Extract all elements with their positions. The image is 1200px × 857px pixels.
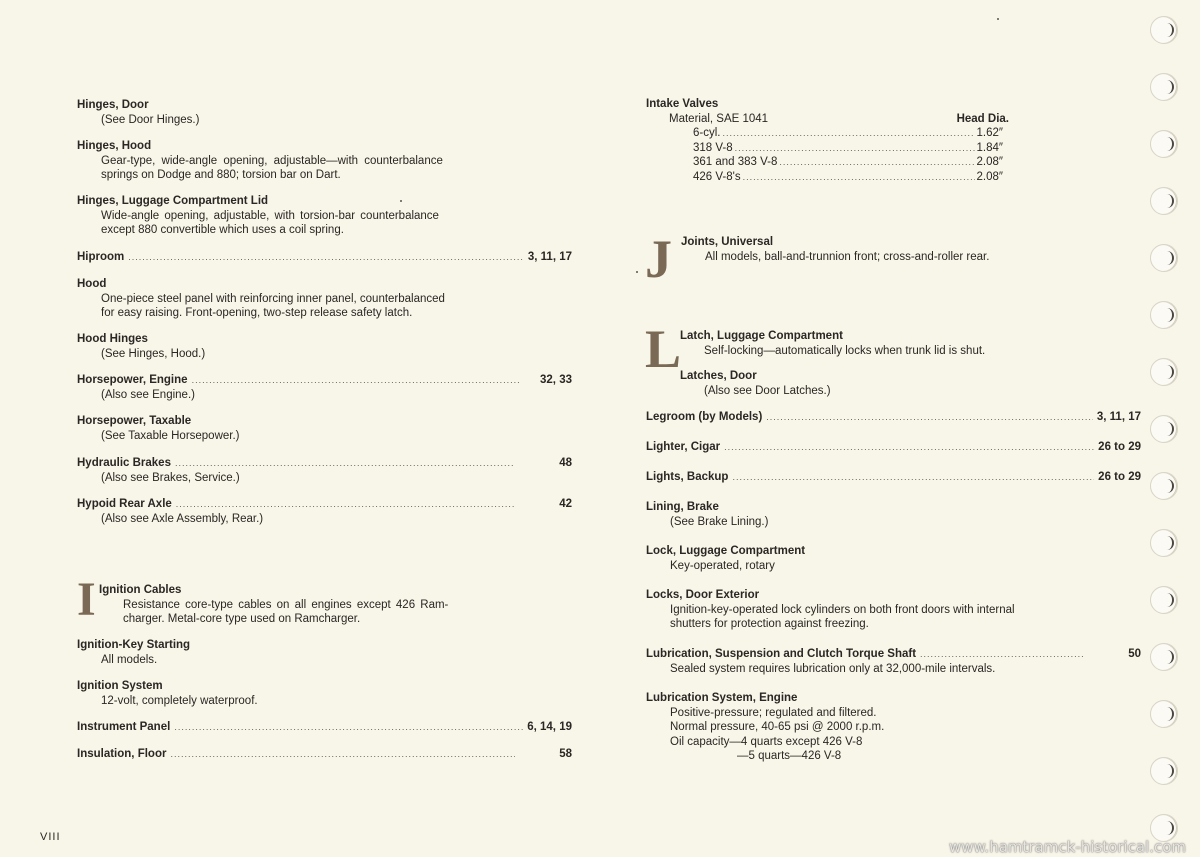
entry-desc: Key-operated, rotary — [670, 559, 775, 572]
entry-title: Hinges, Door — [77, 99, 149, 111]
leader-dots — [766, 410, 1093, 425]
valve-row — [646, 155, 1003, 170]
entry-desc: (Also see Door Latches.) — [704, 384, 831, 397]
entry-hinges-hood — [77, 139, 517, 183]
leader-dots — [174, 720, 523, 735]
binder-hole — [1150, 586, 1178, 614]
entry-latches-door — [680, 369, 1100, 398]
entry-desc: charger. Metal-core type used on Ramcharger. — [123, 613, 361, 625]
page-ref: 3, 11, 17 — [527, 251, 572, 263]
valve-value: 2.08″ — [976, 156, 1003, 168]
entry-title: Lining, Brake — [646, 501, 719, 513]
print-speck — [400, 200, 402, 202]
entry-ignition-cables — [99, 583, 519, 627]
entry-title: Latches, Door — [680, 370, 757, 382]
entry-desc: Oil capacity—4 quarts except 426 V-8 — [670, 735, 863, 748]
valve-engine: 6-cyl. — [693, 127, 721, 139]
entry-hinges-door — [77, 98, 517, 127]
entry-lining-brake — [646, 500, 1086, 529]
material-text: Material, SAE 1041 — [669, 112, 769, 125]
entry-joints-universal — [681, 235, 1101, 264]
binder-hole — [1150, 16, 1178, 44]
entry-desc: Normal pressure, 40-65 psi @ 2000 r.p.m. — [670, 721, 885, 733]
entry-title: Lubrication System, Engine — [646, 692, 798, 704]
entry-legroom — [646, 410, 1141, 425]
valve-row — [646, 170, 1003, 185]
entry-desc: for easy raising. Front-opening, two-step release safety latch. — [101, 307, 413, 319]
entry-title: Insulation, Floor — [77, 748, 167, 760]
entry-desc: Gear-type, wide-angle opening, adjustable—with counterbalance — [101, 154, 443, 167]
section-letter-l: L — [645, 319, 682, 379]
binder-hole — [1150, 187, 1178, 215]
valve-engine: 318 V-8 — [693, 141, 733, 154]
print-speck — [636, 271, 638, 273]
page-ref: 6, 14, 19 — [527, 721, 572, 733]
leader-dots — [743, 170, 975, 185]
entry-title: Hydraulic Brakes — [77, 457, 171, 469]
binder-hole — [1150, 73, 1178, 101]
entry-desc: All models. — [101, 653, 158, 666]
entry-title: Locks, Door Exterior — [646, 589, 760, 601]
entry-desc: All models, ball-and-trunnion front; cross-and-roller rear. — [705, 250, 990, 263]
valve-value: 1.84″ — [976, 141, 1003, 154]
entry-hinges-luggage — [77, 194, 517, 238]
entry-intake-valves — [646, 97, 1046, 184]
entry-desc: Positive-pressure; regulated and filtered. — [670, 706, 877, 719]
entry-title: Joints, Universal — [681, 236, 774, 248]
binder-hole — [1150, 301, 1178, 329]
leader-dots — [170, 747, 515, 762]
page-ref: 58 — [559, 748, 572, 760]
entry-title: Hood Hinges — [77, 333, 148, 345]
entry-hydraulic-brakes — [77, 456, 572, 485]
entry-hypoid-rear-axle — [77, 497, 572, 526]
leader-dots — [176, 497, 515, 512]
entry-title: Ignition System — [77, 680, 163, 692]
entry-title: Ignition Cables — [99, 584, 182, 596]
entry-title: Hinges, Hood — [77, 140, 152, 152]
entry-lock-luggage — [646, 544, 1086, 573]
valve-value: 2.08″ — [976, 170, 1003, 183]
entry-ignition-key — [77, 638, 517, 667]
entry-desc: Wide-angle opening, adjustable, with torsion-bar counterbalance — [101, 209, 439, 222]
entry-title: Lubrication, Suspension and Clutch Torque Shaft — [646, 648, 917, 660]
entry-desc: (Also see Brakes, Service.) — [101, 471, 240, 484]
leader-dots — [175, 456, 515, 471]
binder-hole — [1150, 244, 1178, 272]
entry-desc: (See Taxable Horsepower.) — [101, 429, 240, 442]
entry-desc: 12-volt, completely waterproof. — [101, 694, 258, 707]
page-ref: 32, 33 — [540, 374, 572, 386]
entry-desc: (Also see Axle Assembly, Rear.) — [101, 512, 264, 525]
entry-title: Hood — [77, 278, 107, 290]
entry-title: Ignition-Key Starting — [77, 639, 191, 651]
entry-desc: except 880 convertible which uses a coil spring. — [101, 224, 344, 236]
valve-row — [646, 141, 1003, 156]
valve-row — [646, 126, 1003, 141]
entry-horsepower-taxable — [77, 414, 517, 443]
entry-desc: Self-locking—automatically locks when trunk lid is shut. — [704, 344, 986, 357]
page-ref: 48 — [559, 457, 572, 469]
page-ref: 3, 11, 17 — [1096, 411, 1141, 423]
entry-desc: (See Brake Lining.) — [670, 515, 769, 528]
entry-hood — [77, 277, 517, 321]
entry-title: Lights, Backup — [646, 471, 729, 483]
entry-lights-backup — [646, 470, 1141, 485]
binder-holes — [1150, 0, 1190, 857]
entry-desc: (Also see Engine.) — [101, 388, 195, 401]
leader-dots — [779, 155, 974, 170]
entry-desc: Resistance core-type cables on all engines except 426 Ram- — [123, 598, 449, 611]
binder-hole — [1150, 643, 1178, 671]
entry-title: Hiproom — [77, 251, 125, 263]
leader-dots — [735, 141, 975, 156]
leader-dots — [128, 250, 524, 265]
page-number: VIII — [40, 831, 61, 843]
entry-desc: Sealed system requires lubrication only at 32,000-mile intervals. — [670, 662, 996, 675]
entry-latch-luggage — [680, 329, 1100, 358]
watermark: www.hamtramck-historical.com — [949, 838, 1186, 856]
valve-engine: 361 and 383 V-8 — [693, 156, 778, 168]
entry-hiproom — [77, 250, 572, 265]
entry-title: Hinges, Luggage Compartment Lid — [77, 195, 269, 207]
entry-lubrication-engine — [646, 691, 1106, 764]
leader-dots — [722, 126, 974, 141]
entry-hood-hinges — [77, 332, 517, 361]
entry-title: Latch, Luggage Compartment — [680, 330, 843, 342]
valve-engine: 426 V-8's — [693, 170, 741, 183]
section-letter-i: I — [77, 573, 96, 626]
page-ref: 26 to 29 — [1098, 441, 1141, 453]
binder-hole — [1150, 415, 1178, 443]
leader-dots — [192, 373, 520, 388]
entry-locks-door — [646, 588, 1106, 632]
binder-hole — [1150, 358, 1178, 386]
page-ref: 26 to 29 — [1098, 471, 1141, 483]
entry-ignition-system — [77, 679, 517, 708]
page-ref: 42 — [559, 498, 572, 510]
entry-desc: (See Door Hinges.) — [101, 113, 200, 126]
print-speck — [997, 18, 999, 20]
binder-hole — [1150, 130, 1178, 158]
entry-instrument-panel — [77, 720, 572, 735]
entry-desc: shutters for protection against freezing. — [670, 618, 869, 630]
binder-hole — [1150, 757, 1178, 785]
entry-desc: —5 quarts—426 V-8 — [737, 750, 842, 762]
entry-desc: (See Hinges, Hood.) — [101, 347, 206, 360]
entry-lighter-cigar — [646, 440, 1141, 455]
entry-lubrication-susp — [646, 647, 1141, 676]
section-letter-j: J — [645, 229, 672, 289]
entry-title: Lock, Luggage Compartment — [646, 545, 806, 557]
entry-title: Legroom (by Models) — [646, 411, 763, 423]
head-dia-label: Head Dia. — [956, 112, 1009, 125]
entry-title: Hypoid Rear Axle — [77, 498, 172, 510]
leader-dots — [732, 470, 1094, 485]
binder-hole — [1150, 529, 1178, 557]
leader-dots — [724, 440, 1094, 455]
entry-desc: springs on Dodge and 880; torsion bar on Dart. — [101, 169, 341, 181]
entry-title: Horsepower, Engine — [77, 374, 188, 386]
entry-insulation-floor — [77, 747, 572, 762]
entry-desc: Ignition-key-operated lock cylinders on both front doors with internal — [670, 603, 1015, 616]
entry-title: Intake Valves — [646, 98, 719, 110]
entry-title: Instrument Panel — [77, 721, 171, 733]
entry-title: Lighter, Cigar — [646, 441, 721, 453]
entry-desc: One-piece steel panel with reinforcing inner panel, counterbalanced — [101, 292, 445, 305]
entry-title: Horsepower, Taxable — [77, 415, 192, 427]
entry-horsepower-engine — [77, 373, 572, 402]
page-ref: 50 — [1128, 648, 1141, 660]
valve-value: 1.62″ — [976, 127, 1003, 139]
binder-hole — [1150, 472, 1178, 500]
binder-hole — [1150, 700, 1178, 728]
leader-dots — [920, 647, 1084, 662]
